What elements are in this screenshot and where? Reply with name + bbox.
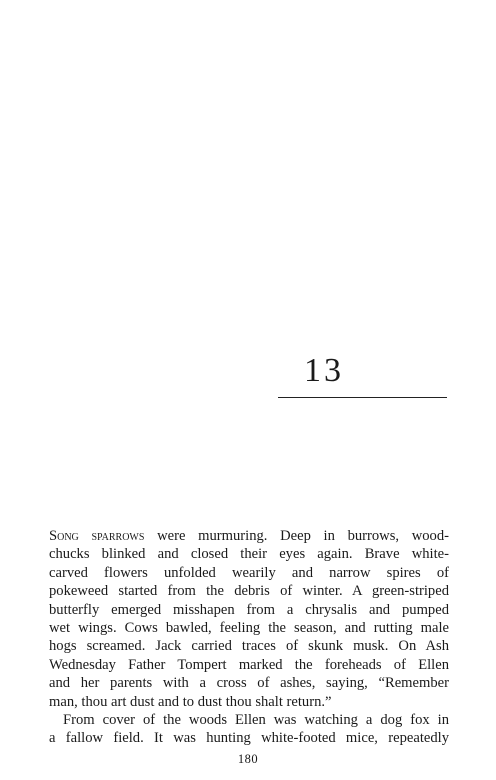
text-line: Wednesday Father Tompert marked the foreheads of Ellen bbox=[49, 656, 449, 673]
lead-in-smallcaps: Song sparrows bbox=[49, 528, 145, 544]
body-text bbox=[49, 527, 449, 748]
text-line: wet wings. Cows bawled, feeling the season, and rutting male bbox=[49, 620, 449, 637]
text-line: a fallow field. It was hunting white-footed mice, repeatedly bbox=[49, 730, 449, 747]
text-line-content: were murmuring. Deep in burrows, wood- bbox=[144, 528, 449, 544]
text-line: man, thou art dust and to dust thou shalt return.” bbox=[49, 693, 332, 710]
text-line: From cover of the woods Ellen was watching a dog fox in bbox=[63, 712, 449, 729]
text-line: chucks blinked and closed their eyes again. Brave white- bbox=[49, 546, 449, 563]
text-line: carved flowers unfolded wearily and narrow spires of bbox=[49, 564, 449, 581]
text-line: pokeweed started from the debris of winter. A green-striped bbox=[49, 583, 449, 600]
page-number: 180 bbox=[237, 752, 259, 766]
text-line: butterfly emerged misshapen from a chrysalis and pumped bbox=[49, 601, 449, 618]
text-line: hogs screamed. Jack carried traces of skunk musk. On Ash bbox=[49, 638, 449, 655]
chapter-number: 13 bbox=[304, 352, 344, 389]
chapter-rule bbox=[278, 397, 447, 398]
text-line: and her parents with a cross of ashes, saying, “Remember bbox=[49, 675, 449, 692]
text-line bbox=[49, 527, 449, 545]
